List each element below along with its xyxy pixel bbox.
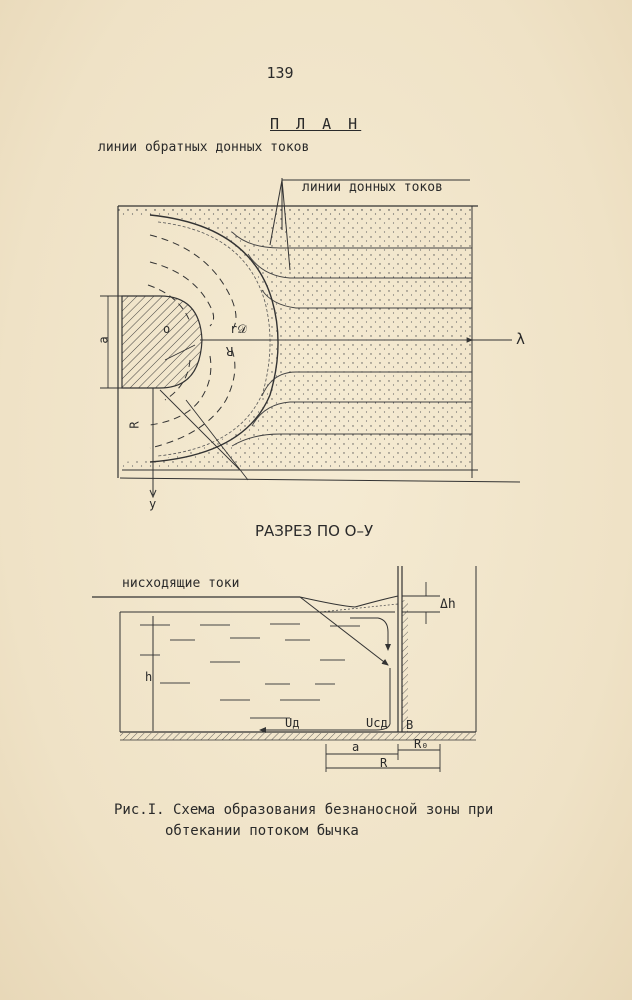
label-rd: r𝒟: [230, 322, 247, 336]
plan-subtitle: линии обратных донных токов: [98, 140, 310, 155]
circulation-arrow: [350, 618, 388, 650]
surge-surface: [300, 596, 398, 607]
plan-title: П Л А Н: [270, 115, 362, 133]
section-title: РАЗРЕЗ ПО О–У: [255, 522, 374, 540]
label-descending-currents: нисходящие токи: [122, 576, 240, 591]
label-axis-y: у: [149, 497, 157, 511]
label-ud: Uд: [285, 716, 300, 730]
label-bottom-currents: линии донных токов: [302, 180, 443, 195]
descending-current-arrow: [300, 597, 388, 665]
label-axis-lambda: λ: [516, 330, 526, 348]
page-number: 139: [266, 64, 294, 82]
label-r0: R₀: [414, 737, 429, 751]
label-delta-h: Δh: [440, 597, 456, 612]
label-h: h: [145, 670, 153, 684]
water-dashes: [140, 624, 360, 718]
label-a: а: [96, 336, 111, 344]
figure-caption-line2: обтекании потоком бычка: [165, 823, 359, 839]
figure-caption-line1: Рис.I. Схема образования безнаносной зоны при: [114, 802, 494, 818]
label-b: В: [406, 718, 414, 732]
label-R-section: R: [380, 756, 388, 770]
label-a-section: а: [352, 740, 360, 754]
label-R-left: R: [127, 421, 142, 429]
label-R: R: [226, 344, 234, 358]
pier-wall: [398, 566, 408, 732]
label-ucd: Uсд: [366, 716, 388, 730]
label-a0: о: [163, 322, 171, 336]
